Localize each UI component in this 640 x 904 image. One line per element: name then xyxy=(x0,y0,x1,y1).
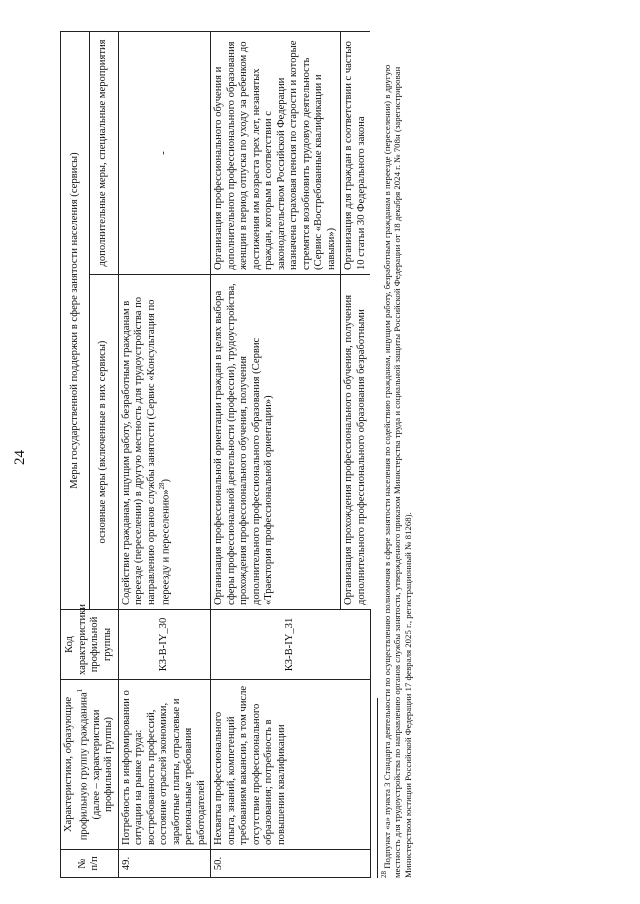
footnote-text: Подпункт «а» пункта 3 Стандарта деятельности по осуществлению полномочия в сфере занятости населения по содействию гражданам, ищущим работу, безработным гражданам в переезде (переселении) в другую местность для трудоустройства по направлению органов службы занятости, утвержденного приказом Министерства труда и социальной защиты Российской Федерации от 18 декабря 2024 г. № 708н (зарегистрирован Министерством юстиции Российской Федерации 17 февраля 2025 г., регистрационный № 81268). xyxy=(381,64,413,878)
header-measures: Меры государственной поддержки в сфере занятости населения (сервисы) xyxy=(61,32,90,610)
header-characteristics-sup: 1 xyxy=(75,688,84,693)
row-main-measures: Организация прохождения профессионального обучения, получения дополнительного профессионального образования безработными xyxy=(341,275,371,610)
row-extra-measures: - xyxy=(118,32,211,275)
row-number: 50. xyxy=(211,850,371,878)
footnote-divider xyxy=(377,698,378,878)
footnote xyxy=(380,32,414,878)
row-extra-measures: Организация профессионального обучения и дополнительного профессионального образования женщин в период отпуска по уходу за ребенком до достижения им возраста трех лет, незанятых граждан, которым в соответствии с законодательством Российской Федерации назначена страховая пенсия по старости и которые стремятся возобновить трудовую деятельность (Сервис «Востребованные квалификации и навыки») xyxy=(211,32,341,275)
row-extra-measures: Организация для граждан в соответствии с частью 10 статьи 30 Федерального закона xyxy=(341,32,371,275)
table-row xyxy=(118,32,211,878)
header-main-measures: основные меры (включенные в них сервисы) xyxy=(89,275,118,610)
footnote-mark: 28 xyxy=(379,871,388,878)
page-number: 24 xyxy=(12,450,28,465)
row-main-measures xyxy=(118,275,211,610)
row-number: 49. xyxy=(118,850,211,878)
header-characteristics xyxy=(61,680,119,850)
measures-table xyxy=(60,31,371,878)
row-characteristics: Потребность в информировании о ситуации на рынке труда: востребованность профессий, состояние отраслей экономики, заработные платы, отраслевые и региональные требования работодателей xyxy=(118,680,211,850)
row-main-measures: Организация профессиональной ориентации граждан в целях выбора сферы профессиональной деятельности (профессии), трудоустройства, прохождения профессионального обучения, получения дополнительного профессионального образования (Сервис «Траектория профессиональной ориентации») xyxy=(211,275,341,610)
table-row xyxy=(211,32,341,878)
row-main-text: Содействие гражданам, ищущим работу, безработным гражданам в переезде (переселении) в другую местность для трудоустройства по направлению органов службы занятости (Сервис «Консультация по переезду и переселению» xyxy=(120,296,172,605)
footnote-ref: 28 xyxy=(158,482,167,490)
header-row xyxy=(61,32,90,878)
header-characteristics-sub: (далее – характеристики профильной группы) xyxy=(90,709,115,820)
row-characteristics: Нехватка профессионального опыта, знаний, компетенций требованиям вакансии, в том числе отсутствие профессионального образования; потребность в повышении квалификации xyxy=(211,680,371,850)
header-extra-measures: дополнительные меры, специальные мероприятия xyxy=(89,32,118,275)
row-code: КЗ-В-IY_31 xyxy=(211,610,371,680)
rotated-page-content xyxy=(60,32,580,878)
header-characteristics-text: Характеристики, образующие профильную группу гражданина xyxy=(63,692,90,841)
header-code: Код характеристики профильной группы xyxy=(61,610,119,680)
header-num: № п/п xyxy=(61,850,119,878)
row-main-end: ) xyxy=(160,478,172,483)
row-code: КЗ-В-IY_30 xyxy=(118,610,211,680)
